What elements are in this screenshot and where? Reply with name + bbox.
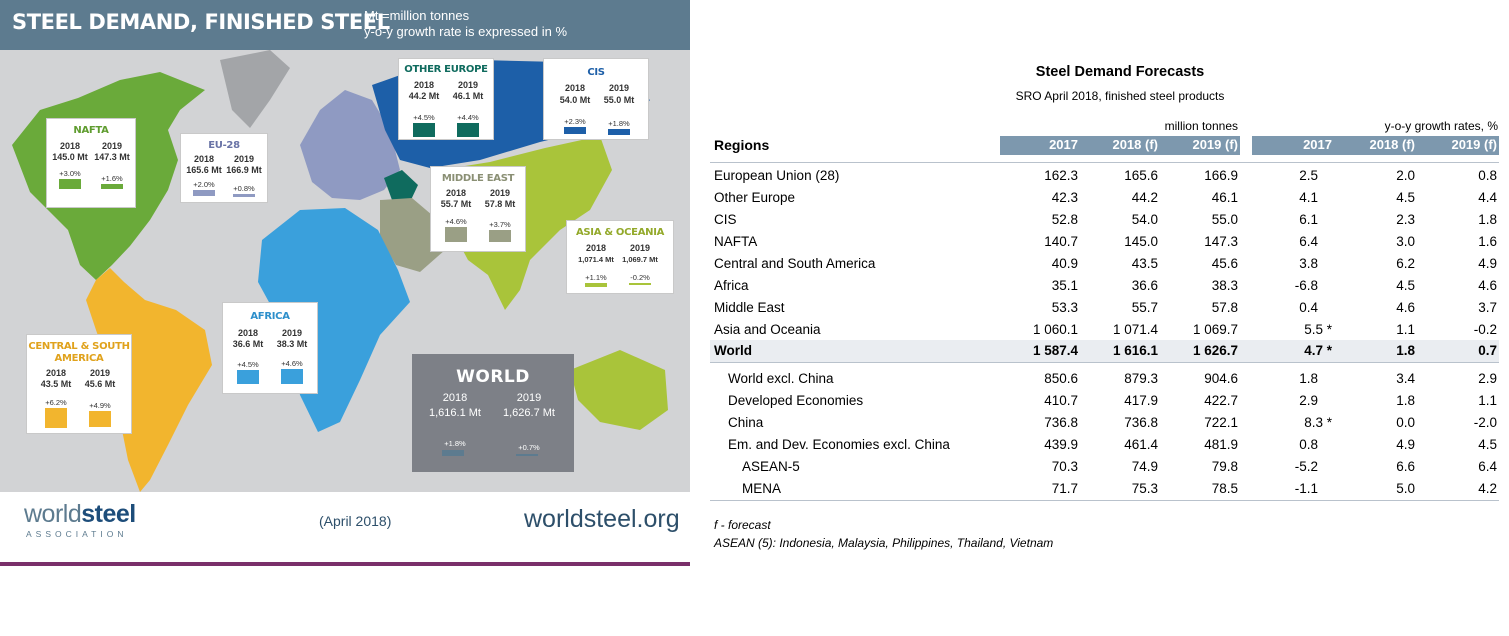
growth-cell: 4.6: [1396, 300, 1415, 315]
growth-cell: 8.3 *: [1304, 415, 1332, 430]
logo-bold: steel: [81, 500, 136, 528]
regions-header: Regions: [714, 137, 770, 153]
volume-cell: 439.9: [1044, 437, 1078, 452]
volume-cell: 1 069.7: [1192, 322, 1238, 337]
volume-cell: 1 616.1: [1112, 343, 1158, 358]
growth-cell: 0.7: [1478, 343, 1497, 358]
growth-bar-2019: [608, 129, 630, 135]
table-row: [710, 390, 1499, 412]
world-year-2018: 2018: [442, 392, 468, 404]
volume-cell: 43.5: [1131, 256, 1158, 271]
region-shape-greenland: [220, 50, 290, 128]
growth-cell: 4.5: [1396, 190, 1415, 205]
volume-cell: 165.6: [1124, 168, 1158, 183]
region-title: NAFTA: [73, 125, 109, 136]
volume-cell: 55.7: [1131, 300, 1158, 315]
region-growth-2019: +3.7%: [489, 220, 511, 229]
sep-top: [710, 162, 1499, 163]
growth-cell: 1.6: [1478, 234, 1497, 249]
region-title: AFRICA: [250, 311, 290, 322]
growth-bar-2018: [413, 123, 435, 137]
logo-light: world: [24, 500, 82, 528]
world-value-2019: 1,626.7 Mt: [503, 407, 555, 419]
region-name-cell: Em. and Dev. Economies excl. China: [728, 437, 950, 452]
volume-cell: 736.8: [1124, 415, 1158, 430]
growth-cell: 6.4: [1299, 234, 1318, 249]
region-name-cell: NAFTA: [714, 234, 758, 249]
sep-bottom: [710, 500, 1499, 501]
region-value-2019: 1,069.7 Mt: [622, 255, 658, 264]
growth-cell: 0.8: [1299, 437, 1318, 452]
note-asean: ASEAN (5): Indonesia, Malaysia, Philippines, Thailand, Vietnam: [714, 536, 1054, 550]
region-value-2018: 36.6 Mt: [232, 339, 264, 349]
volume-cell: 145.0: [1124, 234, 1158, 249]
region-name-cell: MENA: [742, 481, 782, 496]
growth-cell: 4.6: [1478, 278, 1497, 293]
volume-cell: 57.8: [1211, 300, 1238, 315]
growth-cell: 1.8: [1299, 371, 1318, 386]
region-growth-2018: +4.6%: [445, 217, 467, 226]
volume-cell: 1 587.4: [1032, 343, 1078, 358]
region-name-cell: Asia and Oceania: [714, 322, 821, 337]
region-growth-2018: +4.5%: [413, 113, 435, 122]
region-year-2018: 2018: [45, 368, 67, 378]
world-growth-bar-2019: [516, 454, 538, 456]
infographic-date: (April 2018): [319, 513, 392, 529]
volume-cell: 70.3: [1051, 459, 1078, 474]
footer-accent-line: [0, 562, 690, 566]
region-box-africa: [222, 302, 318, 394]
region-title: [27, 341, 131, 365]
region-name-cell: Middle East: [714, 300, 785, 315]
region-name-cell: European Union (28): [714, 168, 840, 183]
volume-cell: 850.6: [1044, 371, 1078, 386]
growth-cell: 0.0: [1396, 415, 1415, 430]
volume-cell: 52.8: [1051, 212, 1078, 227]
growth-bar-2019: [281, 369, 303, 384]
region-year-2019: 2019: [457, 80, 479, 90]
region-value-2018: 54.0 Mt: [559, 95, 591, 105]
table-notes: [714, 516, 1053, 552]
growth-cell: -5.2: [1294, 459, 1318, 474]
region-name-cell: World excl. China: [728, 371, 834, 386]
volume-cell: 1 626.7: [1192, 343, 1238, 358]
region-value-2018: 165.6 Mt: [186, 165, 222, 175]
units-note-line2: y-o-y growth rate is expressed in %: [364, 24, 568, 39]
table-row: [710, 165, 1499, 187]
region-name-cell: CIS: [714, 212, 737, 227]
region-year-2018: 2018: [413, 80, 435, 90]
volume-cell: 38.3: [1211, 278, 1238, 293]
region-title-line2: AMERICA: [54, 353, 104, 364]
growth-cell: 6.6: [1396, 459, 1415, 474]
units-note: [364, 8, 567, 40]
volume-cell: 904.6: [1204, 371, 1238, 386]
table-row: [710, 187, 1499, 209]
infographic-title: STEEL DEMAND, FINISHED STEEL: [12, 10, 390, 34]
growth-cell: 2.5: [1299, 168, 1318, 183]
logo-association: ASSOCIATION: [26, 529, 128, 539]
world-box: [412, 354, 574, 472]
volume-cell: 36.6: [1131, 278, 1158, 293]
region-title: CIS: [587, 67, 605, 78]
volume-cell: 53.3: [1051, 300, 1078, 315]
region-growth-2018: +1.1%: [585, 273, 607, 282]
volume-cell: 54.0: [1131, 212, 1158, 227]
region-title-line1: CENTRAL & SOUTH: [28, 341, 130, 352]
region-name-cell: Central and South America: [714, 256, 876, 271]
volume-cell: 140.7: [1044, 234, 1078, 249]
growth-cell: 6.4: [1478, 459, 1497, 474]
region-year-2018: 2018: [59, 141, 81, 151]
region-value-2019: 147.3 Mt: [94, 152, 130, 162]
growth-bar-2019: [89, 411, 111, 427]
growth-cell: 3.0: [1396, 234, 1415, 249]
region-value-2018: 1,071.4 Mt: [578, 255, 614, 264]
volume-cell: 74.9: [1131, 459, 1158, 474]
region-value-2019: 45.6 Mt: [84, 379, 116, 389]
volume-cell: 55.0: [1211, 212, 1238, 227]
growth-cell: 4.5: [1396, 278, 1415, 293]
volume-cell: 422.7: [1204, 393, 1238, 408]
growth-bar-2019: [457, 123, 479, 137]
region-growth-2018: +4.5%: [237, 360, 259, 369]
volume-cell: 1 071.4: [1112, 322, 1158, 337]
growth-cell: 2.0: [1396, 168, 1415, 183]
region-growth-2018: +2.0%: [193, 180, 215, 189]
volume-cell: 42.3: [1051, 190, 1078, 205]
table-row: [710, 319, 1499, 341]
region-value-2019: 46.1 Mt: [452, 91, 484, 101]
growth-cell: 3.4: [1396, 371, 1415, 386]
region-year-2018: 2018: [585, 243, 607, 253]
growth-cell: 4.7 *: [1304, 343, 1332, 358]
growth-cell: 3.7: [1478, 300, 1497, 315]
worldsteel-logo: [24, 500, 136, 529]
table-row: [710, 231, 1499, 253]
volume-cell: 461.4: [1124, 437, 1158, 452]
growth-cell: 4.1: [1299, 190, 1318, 205]
region-growth-2019: +1.8%: [608, 119, 630, 128]
region-box-asia-oceania: [566, 220, 674, 294]
volume-cell: 45.6: [1211, 256, 1238, 271]
volume-cell: 44.2: [1131, 190, 1158, 205]
region-title: OTHER EUROPE: [404, 64, 488, 75]
column-header-3: 2017: [1303, 137, 1332, 152]
region-name-cell: World: [714, 343, 752, 358]
growth-cell: 1.1: [1478, 393, 1497, 408]
growth-cell: 6.2: [1396, 256, 1415, 271]
growth-cell: 3.8: [1299, 256, 1318, 271]
region-name-cell: ASEAN-5: [742, 459, 800, 474]
volume-cell: 722.1: [1204, 415, 1238, 430]
region-year-2018: 2018: [193, 154, 215, 164]
region-value-2018: 145.0 Mt: [52, 152, 88, 162]
growth-cell: -6.8: [1294, 278, 1318, 293]
volume-cell: 147.3: [1204, 234, 1238, 249]
growth-cell: 1.1: [1396, 322, 1415, 337]
growth-bar-2019: [233, 194, 255, 197]
region-box-eu28: [180, 133, 268, 203]
growth-bar-2019: [629, 283, 651, 285]
growth-cell: 5.5 *: [1304, 322, 1332, 337]
region-name-cell: Developed Economies: [728, 393, 864, 408]
volume-cell: 79.8: [1211, 459, 1238, 474]
volume-cell: 78.5: [1211, 481, 1238, 496]
table-row: [710, 412, 1499, 434]
column-header-1: 2018 (f): [1112, 137, 1158, 152]
growth-cell: 2.3: [1396, 212, 1415, 227]
region-growth-2019: +4.9%: [89, 401, 111, 410]
region-year-2019: 2019: [89, 368, 111, 378]
table-title: Steel Demand Forecasts: [1035, 64, 1205, 80]
region-year-2019: 2019: [489, 188, 511, 198]
growth-bar-2018: [585, 283, 607, 287]
region-name-cell: Africa: [714, 278, 749, 293]
growth-bar-2018: [237, 370, 259, 384]
column-header-5: 2019 (f): [1451, 137, 1497, 152]
growth-bar-2018: [193, 190, 215, 196]
growth-cell: 0.4: [1299, 300, 1318, 315]
table-row: [710, 478, 1499, 500]
infographic-map: [0, 0, 690, 566]
growth-cell: 2.9: [1478, 371, 1497, 386]
table-row: [710, 434, 1499, 456]
region-value-2019: 166.9 Mt: [226, 165, 262, 175]
growth-cell: -1.1: [1294, 481, 1318, 496]
volume-cell: 879.3: [1124, 371, 1158, 386]
growth-bar-2018: [59, 179, 81, 189]
unit-volume-label: million tonnes: [1164, 119, 1238, 133]
growth-cell: 2.9: [1299, 393, 1318, 408]
growth-cell: 1.8: [1396, 343, 1415, 358]
region-year-2018: 2018: [564, 83, 586, 93]
table-subtitle: SRO April 2018, finished steel products: [1015, 89, 1225, 103]
region-value-2018: 55.7 Mt: [440, 199, 472, 209]
volume-cell: 71.7: [1051, 481, 1078, 496]
volume-cell: 75.3: [1131, 481, 1158, 496]
table-row: [710, 297, 1499, 319]
world-growth-2019: +0.7%: [518, 443, 540, 452]
world-growth-bar-2018: [442, 450, 464, 456]
region-value-2019: 38.3 Mt: [276, 339, 308, 349]
growth-bar-2019: [489, 230, 511, 242]
region-year-2019: 2019: [101, 141, 123, 151]
volume-cell: 736.8: [1044, 415, 1078, 430]
region-year-2019: 2019: [281, 328, 303, 338]
region-title: EU-28: [208, 140, 240, 151]
table-row: [710, 368, 1499, 390]
growth-cell: 1.8: [1478, 212, 1497, 227]
growth-bar-2019: [101, 184, 123, 189]
growth-cell: 4.9: [1478, 256, 1497, 271]
table-row: [710, 275, 1499, 297]
volume-cell: 40.9: [1051, 256, 1078, 271]
volume-cell: 35.1: [1051, 278, 1078, 293]
sep-world: [710, 362, 1499, 363]
column-header-2: 2019 (f): [1192, 137, 1238, 152]
region-growth-2018: +2.3%: [564, 117, 586, 126]
volume-cell: 410.7: [1044, 393, 1078, 408]
region-title: ASIA & OCEANIA: [575, 227, 665, 238]
growth-bar-2018: [445, 227, 467, 242]
region-year-2019: 2019: [233, 154, 255, 164]
region-box-nafta: [46, 118, 136, 208]
region-year-2018: 2018: [237, 328, 259, 338]
growth-cell: 4.5: [1478, 437, 1497, 452]
region-shape-oceania: [570, 350, 668, 430]
growth-cell: 4.2: [1478, 481, 1497, 496]
region-value-2019: 55.0 Mt: [603, 95, 635, 105]
region-name-cell: Other Europe: [714, 190, 796, 205]
region-growth-2019: -0.2%: [630, 273, 650, 282]
region-value-2018: 44.2 Mt: [408, 91, 440, 101]
world-title: WORLD: [456, 367, 530, 387]
growth-cell: 1.8: [1396, 393, 1415, 408]
table-row: [710, 209, 1499, 231]
note-forecast: f - forecast: [714, 518, 771, 532]
infographic-banner: [0, 0, 690, 50]
region-growth-2019: +1.6%: [101, 174, 123, 183]
volume-cell: 417.9: [1124, 393, 1158, 408]
volume-cell: 46.1: [1211, 190, 1238, 205]
unit-growth-label: y-o-y growth rates, %: [1384, 119, 1498, 133]
world-year-2019: 2019: [516, 392, 542, 404]
column-header-0: 2017: [1049, 137, 1078, 152]
region-box-cis: [543, 58, 649, 140]
growth-cell: 6.1: [1299, 212, 1318, 227]
world-value-2018: 1,616.1 Mt: [429, 407, 481, 419]
region-growth-2019: +4.6%: [281, 359, 303, 368]
table-row: [710, 340, 1499, 362]
growth-cell: 0.8: [1478, 168, 1497, 183]
region-growth-2019: +0.8%: [233, 184, 255, 193]
region-value-2018: 43.5 Mt: [40, 379, 72, 389]
growth-cell: -2.0: [1473, 415, 1497, 430]
volume-cell: 162.3: [1044, 168, 1078, 183]
region-growth-2018: +6.2%: [45, 398, 67, 407]
volume-cell: 481.9: [1204, 437, 1238, 452]
region-growth-2019: +4.4%: [457, 113, 479, 122]
growth-cell: 4.9: [1396, 437, 1415, 452]
growth-cell: -0.2: [1473, 322, 1497, 337]
table-row: [710, 456, 1499, 478]
table-row: [710, 253, 1499, 275]
region-value-2019: 57.8 Mt: [484, 199, 516, 209]
volume-cell: 166.9: [1204, 168, 1238, 183]
growth-bar-2018: [45, 408, 67, 428]
growth-cell: 4.4: [1478, 190, 1497, 205]
region-box-middle-east: [430, 166, 526, 252]
growth-cell: 5.0: [1396, 481, 1415, 496]
region-title: MIDDLE EAST: [441, 173, 515, 184]
region-name-cell: China: [728, 415, 764, 430]
region-growth-2018: +3.0%: [59, 169, 81, 178]
world-growth-2018: +1.8%: [444, 439, 466, 448]
region-year-2019: 2019: [608, 83, 630, 93]
column-header-4: 2018 (f): [1369, 137, 1415, 152]
region-box-other-europe: [398, 58, 494, 140]
region-box-csa: [26, 334, 132, 434]
units-note-line1: Mt =million tonnes: [364, 8, 470, 23]
worldsteel-url: worldsteel.org: [524, 505, 680, 533]
region-year-2018: 2018: [445, 188, 467, 198]
growth-bar-2018: [564, 127, 586, 134]
region-year-2019: 2019: [629, 243, 651, 253]
volume-cell: 1 060.1: [1032, 322, 1078, 337]
